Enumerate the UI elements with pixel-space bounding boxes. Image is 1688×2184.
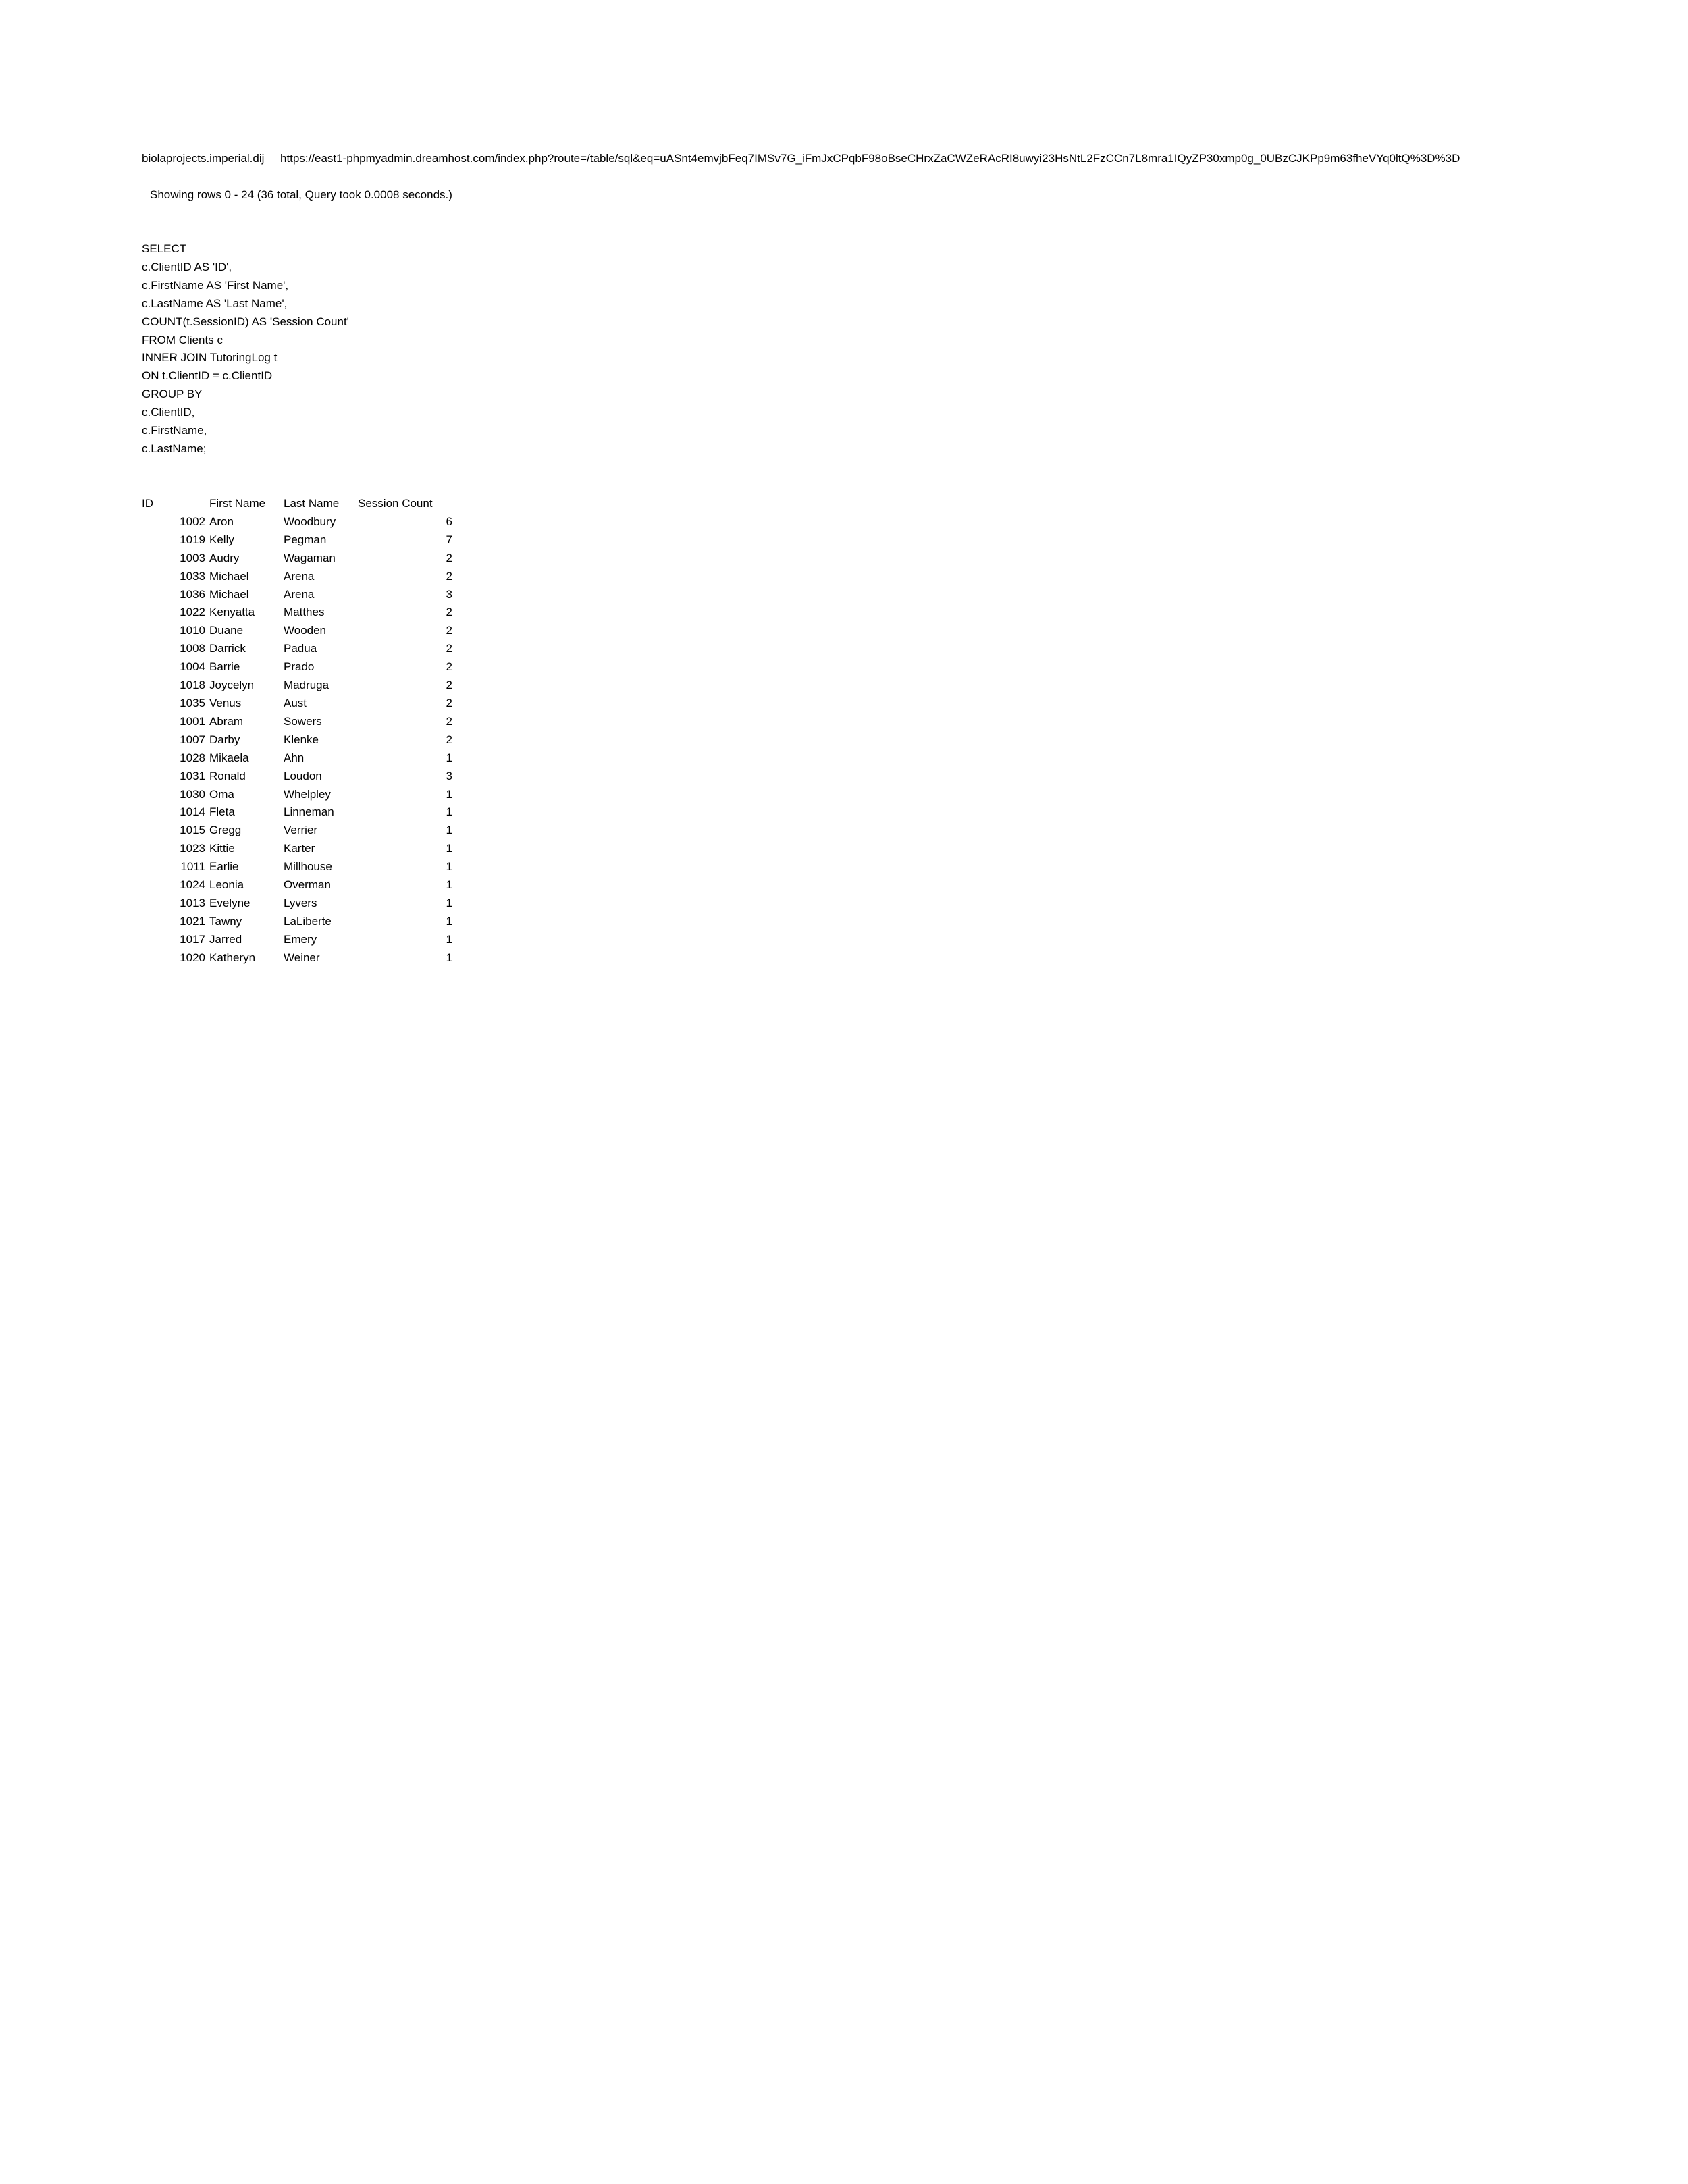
sql-line: c.FirstName, bbox=[142, 424, 207, 437]
table-row bbox=[142, 568, 452, 586]
cell-first-name: Leonia bbox=[209, 878, 244, 892]
table-row bbox=[142, 531, 452, 550]
cell-first-name: Duane bbox=[209, 624, 244, 637]
cell-id: 1002 bbox=[180, 514, 205, 528]
cell-id: 1028 bbox=[180, 751, 205, 764]
sql-line: c.LastName; bbox=[142, 442, 207, 455]
cell-last-name: Aust bbox=[284, 696, 307, 710]
cell-last-name: Arena bbox=[284, 569, 315, 583]
cell-last-name: Padua bbox=[284, 642, 317, 656]
sql-line: COUNT(t.SessionID) AS 'Session Count' bbox=[142, 315, 349, 328]
cell-session-count: 1 bbox=[446, 805, 452, 819]
cell-session-count: 1 bbox=[446, 842, 452, 855]
table-row bbox=[142, 749, 452, 768]
cell-id: 1021 bbox=[180, 914, 205, 928]
column-header-id: ID bbox=[142, 497, 153, 510]
cell-last-name: Wooden bbox=[284, 624, 327, 637]
cell-session-count: 1 bbox=[446, 914, 452, 928]
cell-id: 1036 bbox=[180, 587, 205, 601]
cell-first-name: Oma bbox=[209, 787, 234, 801]
cell-first-name: Jarred bbox=[209, 932, 242, 946]
cell-id: 1022 bbox=[180, 606, 205, 619]
table-row bbox=[142, 640, 452, 658]
cell-first-name: Aron bbox=[209, 514, 234, 528]
cell-session-count: 2 bbox=[446, 733, 452, 746]
cell-id: 1010 bbox=[180, 624, 205, 637]
cell-first-name: Joycelyn bbox=[209, 678, 255, 692]
cell-session-count: 2 bbox=[446, 678, 452, 692]
cell-session-count: 1 bbox=[446, 751, 452, 764]
cell-id: 1011 bbox=[180, 860, 205, 874]
cell-first-name: Barrie bbox=[209, 660, 240, 674]
cell-session-count: 2 bbox=[446, 569, 452, 583]
cell-last-name: Woodbury bbox=[284, 514, 336, 528]
cell-last-name: Verrier bbox=[284, 824, 318, 837]
table-row bbox=[142, 876, 452, 895]
cell-first-name: Fleta bbox=[209, 805, 235, 819]
cell-last-name: Linneman bbox=[284, 805, 334, 819]
cell-id: 1023 bbox=[180, 842, 205, 855]
cell-last-name: Pegman bbox=[284, 533, 327, 546]
table-row bbox=[142, 676, 452, 695]
results-table bbox=[142, 495, 452, 967]
cell-first-name: Earlie bbox=[209, 860, 239, 874]
table-row bbox=[142, 658, 452, 676]
cell-first-name: Darby bbox=[209, 733, 240, 746]
source-cell: biolaprojects.imperial.dij bbox=[142, 152, 265, 165]
column-header-last-name: Last Name bbox=[284, 497, 340, 510]
table-row bbox=[142, 731, 452, 749]
cell-first-name: Abram bbox=[209, 714, 244, 728]
sql-query-block bbox=[142, 240, 349, 458]
sql-line: SELECT bbox=[142, 242, 187, 255]
table-row bbox=[142, 803, 452, 822]
cell-session-count: 2 bbox=[446, 642, 452, 656]
cell-session-count: 3 bbox=[446, 769, 452, 782]
table-row bbox=[142, 786, 452, 804]
cell-id: 1008 bbox=[180, 642, 205, 656]
cell-first-name: Michael bbox=[209, 569, 249, 583]
cell-id: 1031 bbox=[180, 769, 205, 782]
cell-first-name: Mikaela bbox=[209, 751, 249, 764]
table-row bbox=[142, 695, 452, 713]
table-row bbox=[142, 858, 452, 876]
sql-line: GROUP BY bbox=[142, 388, 203, 401]
cell-id: 1001 bbox=[180, 714, 205, 728]
column-header-session-count: Session Count bbox=[358, 497, 433, 510]
cell-first-name: Kenyatta bbox=[209, 606, 255, 619]
cell-first-name: Ronald bbox=[209, 769, 246, 782]
cell-session-count: 6 bbox=[446, 514, 452, 528]
table-row bbox=[142, 622, 452, 640]
cell-session-count: 1 bbox=[446, 824, 452, 837]
sql-line: c.ClientID AS 'ID', bbox=[142, 260, 232, 273]
cell-last-name: Prado bbox=[284, 660, 315, 674]
cell-first-name: Venus bbox=[209, 696, 242, 710]
cell-session-count: 2 bbox=[446, 714, 452, 728]
sql-line: c.FirstName AS 'First Name', bbox=[142, 278, 289, 292]
cell-first-name: Katheryn bbox=[209, 951, 256, 964]
cell-session-count: 1 bbox=[446, 951, 452, 964]
table-header-row bbox=[142, 495, 452, 513]
cell-first-name: Kittie bbox=[209, 842, 235, 855]
cell-id: 1019 bbox=[180, 533, 205, 546]
cell-id: 1020 bbox=[180, 951, 205, 964]
cell-session-count: 2 bbox=[446, 660, 452, 674]
cell-session-count: 2 bbox=[446, 606, 452, 619]
table-row bbox=[142, 913, 452, 931]
cell-id: 1024 bbox=[180, 878, 205, 892]
cell-id: 1007 bbox=[180, 733, 205, 746]
cell-id: 1018 bbox=[180, 678, 205, 692]
table-row bbox=[142, 586, 452, 604]
cell-id: 1014 bbox=[180, 805, 205, 819]
cell-id: 1003 bbox=[180, 551, 205, 564]
sql-line: ON t.ClientID = c.ClientID bbox=[142, 369, 273, 383]
column-header-first-name: First Name bbox=[209, 497, 266, 510]
table-row bbox=[142, 895, 452, 913]
cell-session-count: 1 bbox=[446, 860, 452, 874]
table-row bbox=[142, 840, 452, 858]
cell-first-name: Tawny bbox=[209, 914, 242, 928]
cell-session-count: 7 bbox=[446, 533, 452, 546]
table-row bbox=[142, 713, 452, 731]
cell-last-name: Klenke bbox=[284, 733, 319, 746]
table-row bbox=[142, 768, 452, 786]
cell-session-count: 3 bbox=[446, 587, 452, 601]
cell-id: 1030 bbox=[180, 787, 205, 801]
cell-last-name: Sowers bbox=[284, 714, 322, 728]
cell-first-name: Darrick bbox=[209, 642, 246, 656]
cell-session-count: 1 bbox=[446, 932, 452, 946]
cell-last-name: Madruga bbox=[284, 678, 329, 692]
sql-line: INNER JOIN TutoringLog t bbox=[142, 351, 278, 365]
cell-first-name: Michael bbox=[209, 587, 249, 601]
cell-id: 1033 bbox=[180, 569, 205, 583]
cell-session-count: 1 bbox=[446, 896, 452, 909]
cell-id: 1013 bbox=[180, 896, 205, 909]
cell-last-name: Karter bbox=[284, 842, 315, 855]
cell-id: 1035 bbox=[180, 696, 205, 710]
cell-session-count: 1 bbox=[446, 787, 452, 801]
table-row bbox=[142, 822, 452, 840]
cell-last-name: Arena bbox=[284, 587, 315, 601]
cell-last-name: Wagaman bbox=[284, 551, 336, 564]
cell-last-name: Whelpley bbox=[284, 787, 331, 801]
cell-last-name: Lyvers bbox=[284, 896, 317, 909]
cell-session-count: 1 bbox=[446, 878, 452, 892]
cell-last-name: Weiner bbox=[284, 951, 320, 964]
cell-first-name: Gregg bbox=[209, 824, 242, 837]
sql-line: FROM Clients c bbox=[142, 333, 223, 346]
table-row bbox=[142, 513, 452, 531]
cell-last-name: Matthes bbox=[284, 606, 325, 619]
cell-first-name: Audry bbox=[209, 551, 240, 564]
cell-id: 1004 bbox=[180, 660, 205, 674]
cell-last-name: Overman bbox=[284, 878, 331, 892]
cell-id: 1017 bbox=[180, 932, 205, 946]
table-row bbox=[142, 550, 452, 568]
cell-first-name: Kelly bbox=[209, 533, 234, 546]
cell-last-name: Emery bbox=[284, 932, 317, 946]
cell-last-name: LaLiberte bbox=[284, 914, 332, 928]
url-text: https://east1-phpmyadmin.dreamhost.com/index.php?route=/table/sql&eq=uASnt4emvjbFeq7IMSv7G_iFmJxCPqbF98oBseCHrxZaCWZeRAcRI8uwyi23HsNtL2FzCCn7L8mra1IQyZP30xmp0g_0UBzCJKPp9m63fheVYq0ltQ%3D%3D bbox=[280, 152, 1460, 165]
table-row bbox=[142, 949, 452, 967]
cell-session-count: 2 bbox=[446, 624, 452, 637]
cell-session-count: 2 bbox=[446, 551, 452, 564]
cell-id: 1015 bbox=[180, 824, 205, 837]
sql-line: c.LastName AS 'Last Name', bbox=[142, 296, 288, 310]
query-status-text: Showing rows 0 - 24 (36 total, Query took 0.0008 seconds.) bbox=[150, 188, 452, 201]
cell-last-name: Loudon bbox=[284, 769, 322, 782]
cell-first-name: Evelyne bbox=[209, 896, 250, 909]
cell-last-name: Ahn bbox=[284, 751, 305, 764]
results-body bbox=[142, 513, 452, 967]
table-row bbox=[142, 931, 452, 949]
cell-session-count: 2 bbox=[446, 696, 452, 710]
sql-line: c.ClientID, bbox=[142, 406, 195, 419]
table-row bbox=[142, 604, 452, 622]
cell-last-name: Millhouse bbox=[284, 860, 332, 874]
